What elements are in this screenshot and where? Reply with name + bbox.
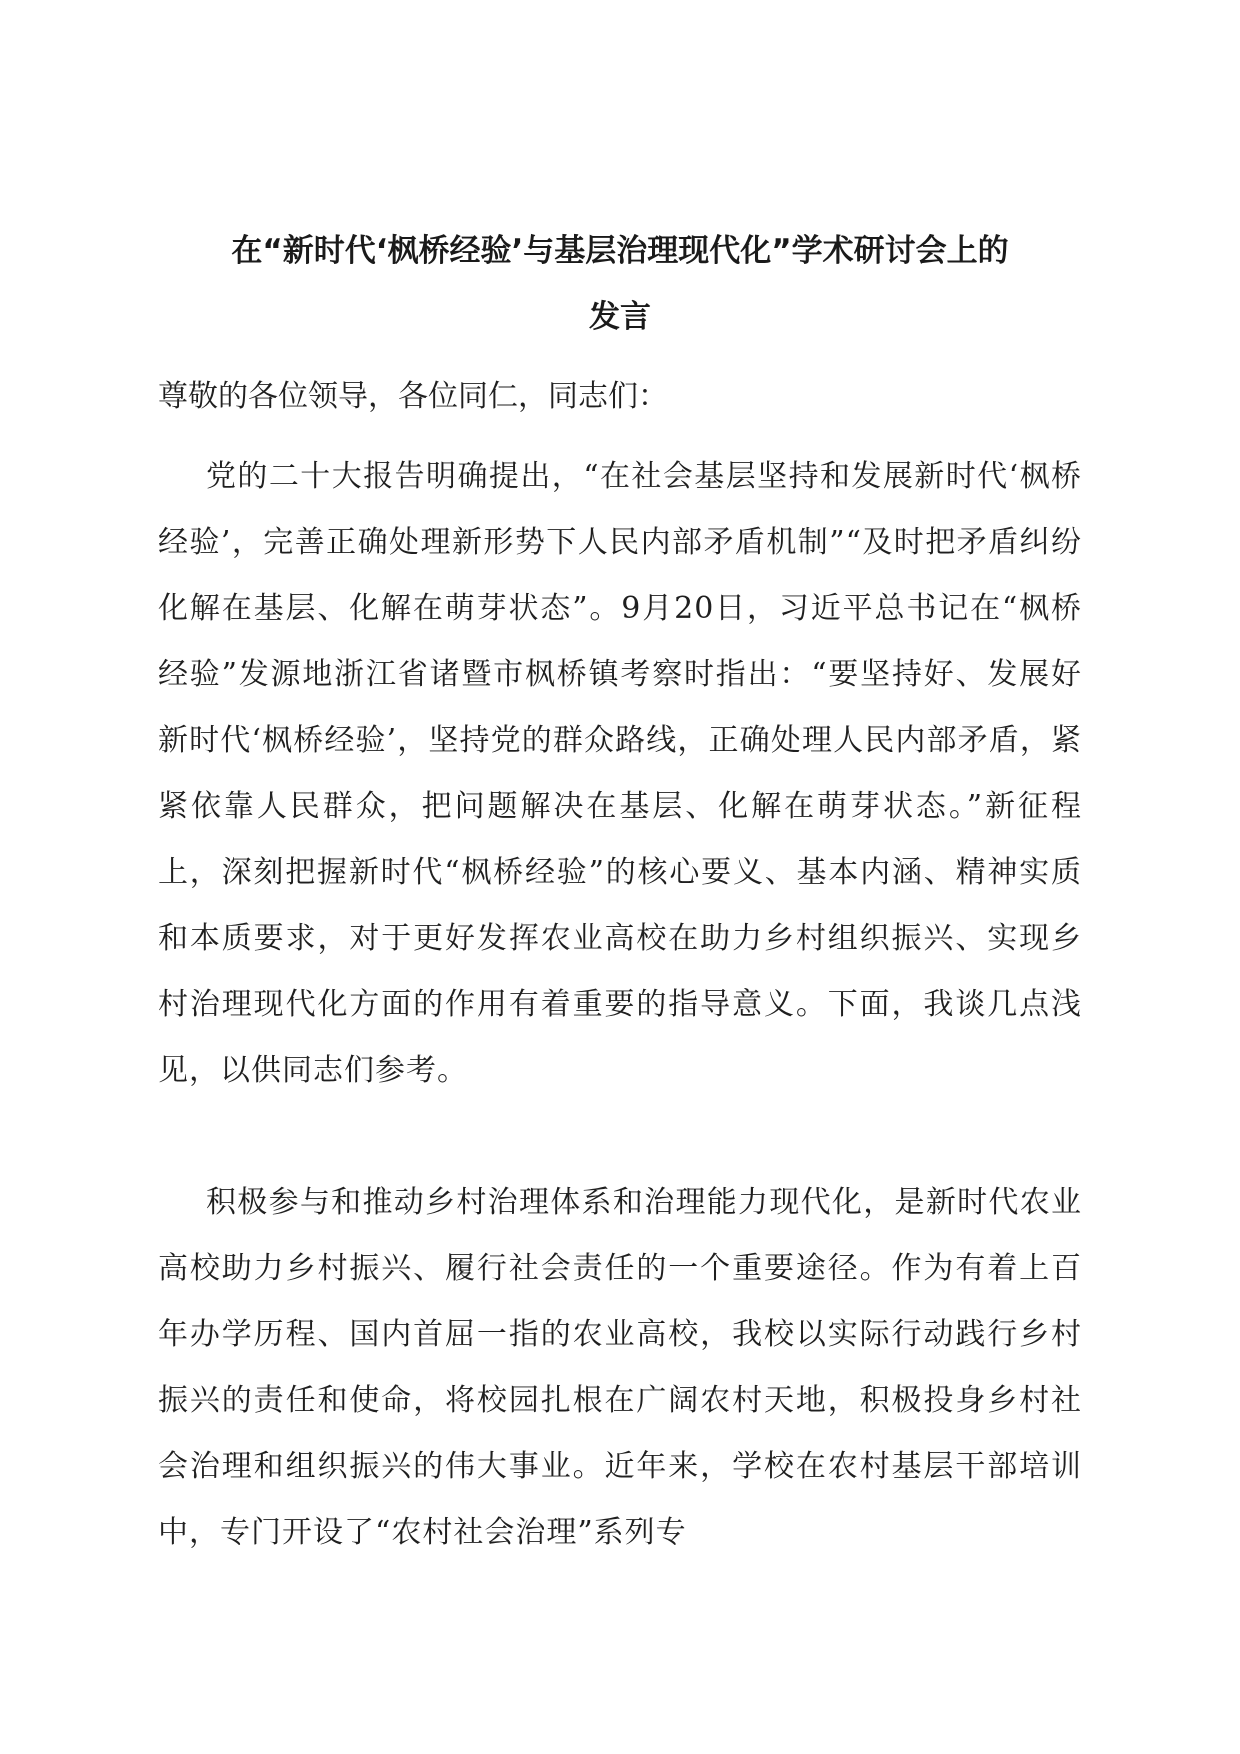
body-paragraph-1: 党的二十大报告明确提出，“在社会基层坚持和发展新时代‘枫桥经验’，完善正确处理新形势下人民内部矛盾机制”“及时把矛盾纠纷化解在基层、化解在萌芽状态”。9月20日，习近平总书记在“枫桥经验”发源地浙江省诸暨市枫桥镇考察时指出：“要坚持好、发展好新时代‘枫桥经验’，坚持党的群众路线，正确处理人民内部矛盾，紧紧依靠人民群众，把问题解决在基层、化解在萌芽状态。”新征程上，深刻把握新时代“枫桥经验”的核心要义、基本内涵、精神实质和本质要求，对于更好发挥农业高校在助力乡村组织振兴、实现乡村治理现代化方面的作用有着重要的指导意义。下面，我谈几点浅见，以供同志们参考。 [158, 459, 1082, 1088]
body-paragraph-2: 积极参与和推动乡村治理体系和治理能力现代化，是新时代农业高校助力乡村振兴、履行社会责任的一个重要途径。作为有着上百年办学历程、国内首屈一指的农业高校，我校以实际行动践行乡村振兴的责任和使命，将校园扎根在广阔农村天地，积极投身乡村社会治理和组织振兴的伟大事业。近年来，学校在农村基层干部培训中，专门开设了“农村社会治理”系列专 [158, 1185, 1082, 1550]
greeting: 尊敬的各位领导，各位同仁，同志们： [158, 379, 668, 414]
title-line-1: 在“新时代‘枫桥经验’与基层治理现代化”学术研讨会上的 [231, 233, 1009, 269]
document-title [158, 218, 1082, 350]
title-line-2: 发言 [589, 299, 651, 335]
